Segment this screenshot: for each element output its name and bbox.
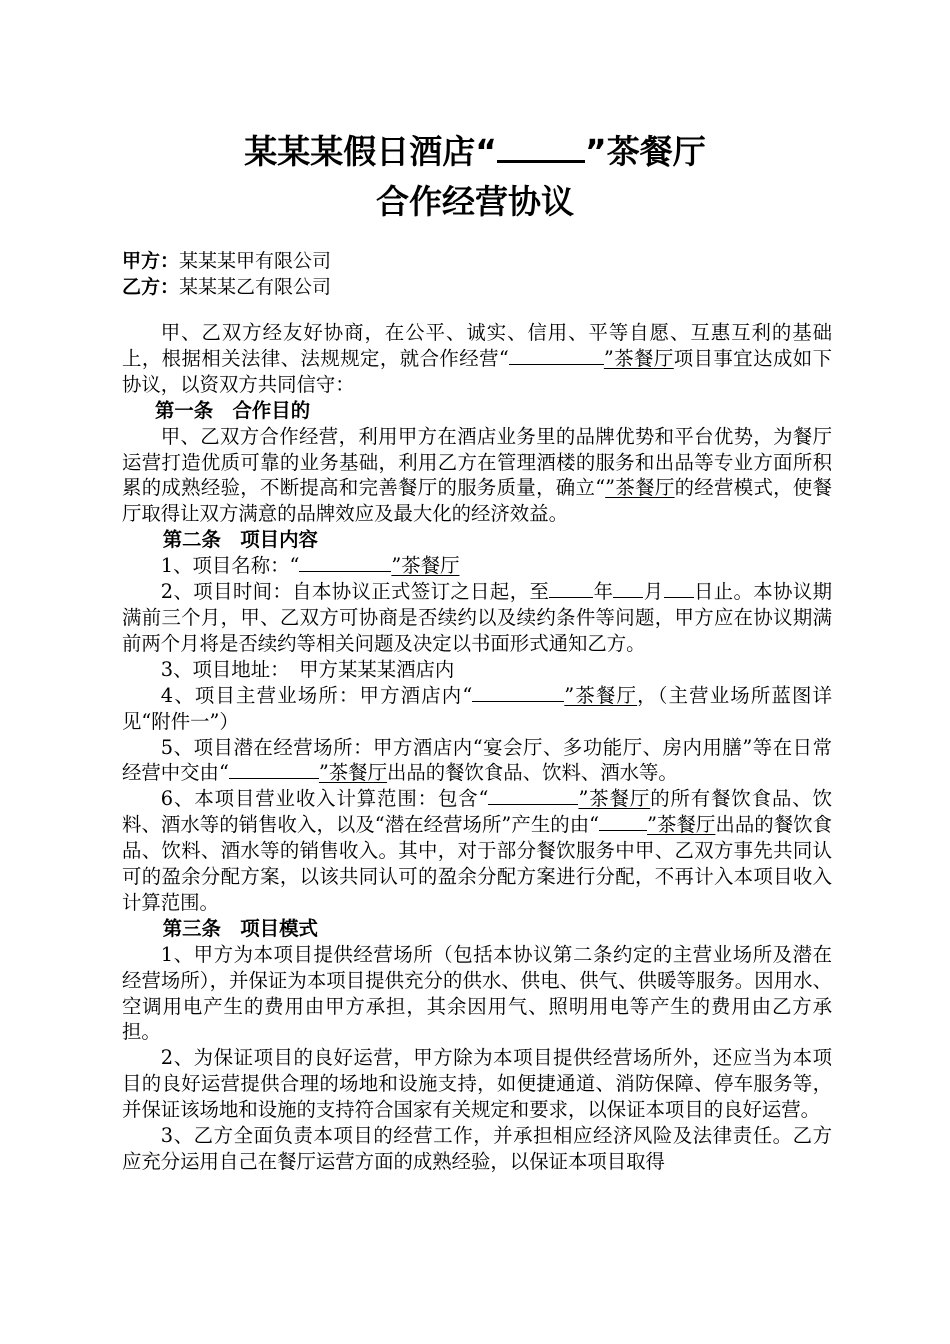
- party-a-name: 某某某甲有限公司: [179, 250, 332, 272]
- item-underlined: ”茶餐厅: [391, 554, 460, 578]
- blank-line: [229, 760, 319, 779]
- article3-item3: 3、乙方全面负责本项目的经营工作，并承担相应经济风险及法律责任。乙方应充分运用自己在餐厅运营方面的成熟经验，以保证本项目取得: [122, 1124, 832, 1173]
- month-label: 月: [643, 580, 664, 604]
- item-underlined: ”茶餐厅: [564, 683, 638, 707]
- item-text: 4、项目主营业场所：甲方酒店内“: [160, 683, 473, 707]
- item-underlined: ”茶餐厅: [318, 761, 387, 785]
- year-label: 年: [593, 580, 614, 604]
- party-b-label: 乙方：: [122, 276, 180, 298]
- blank-line: [488, 786, 578, 805]
- intro-paragraph: [122, 320, 832, 398]
- party-a-label: 甲方：: [122, 250, 180, 272]
- party-b-name: 某某某乙有限公司: [179, 276, 332, 298]
- article2-item4: [122, 683, 832, 735]
- item-text-end: 出品的餐饮食品、饮料、酒水等的销售收入。其中，对于部分餐饮服务中甲、乙双方事先共同认可的盈余分配方案，以该共同认可的盈余分配方案进行分配，不再计入本项目收入计算范围。: [122, 813, 833, 914]
- article3-item1: 1、甲方为本项目提供经营场所（包括本协议第二条约定的主营业场所及潜在经营场所），并保证为本项目提供充分的供水、供电、供气、供暖等服务。因用水、空调用电产生的费用由甲方承担，其余因用气、照明用电等产生的费用由乙方承担。: [122, 942, 832, 1044]
- article3-heading: 第三条 项目模式: [162, 916, 318, 940]
- blank-year: [549, 579, 593, 598]
- document-title-line1: [0, 130, 950, 172]
- article2-item6: [122, 786, 832, 916]
- article1-paragraph: [122, 424, 832, 528]
- blank-line: [299, 553, 391, 572]
- article1-heading: 第一条 合作目的: [154, 398, 311, 422]
- item-text-end: 出品的餐饮食品、饮料、酒水等。: [386, 761, 678, 785]
- blank-line: [509, 346, 604, 365]
- title-prefix: 某某某假日酒店“: [244, 132, 497, 171]
- article1-text-end: 的经营模式，使餐厅取得让双方满意的品牌效应及最大化的经济效益。: [122, 476, 832, 526]
- item-text: 1、项目名称：“: [160, 554, 300, 578]
- item-text: 5、项目潜在经营场所：甲方酒店内“宴会厅、多功能厅、房内用膳”等在日常经营中交由“: [122, 735, 832, 785]
- intro-underlined: ”茶餐厅: [603, 346, 674, 370]
- article1-underlined: ”茶餐厅: [605, 476, 675, 500]
- article2-item5: [122, 735, 832, 787]
- article1-text: 甲、乙双方合作经营，利用甲方在酒店业务里的品牌优势和平台优势，为餐厅运营打造优质可靠的业务基础，利用乙方在管理酒楼的服务和出品等专业方面所积累的成熟经验，不断提高和完善餐厅的服务质量，确立“: [122, 424, 832, 500]
- blank-day: [664, 579, 694, 598]
- party-b: [122, 274, 331, 300]
- blank-line: [599, 812, 647, 831]
- article2-item2: [122, 579, 832, 657]
- article2-heading: 第二条 项目内容: [162, 528, 318, 552]
- item-underlined-2: ”茶餐厅: [647, 813, 716, 837]
- blank-month: [613, 579, 643, 598]
- item-text-end: ，（主营业场所蓝图详见“附件一”）: [122, 683, 832, 733]
- article2-item1: [122, 553, 832, 579]
- item-text-mid: 的所有餐饮食品、饮料、酒水等的销售收入，以及“潜在经营场所”产生的由“: [122, 787, 832, 837]
- item-text-end: 日止。本协议期满前三个月，甲、乙双方可协商是否续约以及续约条件等问题，甲方应在协议期满前两个月将是否续约等相关问题及决定以书面形式通知乙方。: [122, 580, 833, 655]
- article3-item2: 2、为保证项目的良好运营，甲方除为本项目提供经营场所外，还应当为本项目的良好运营提供合理的场地和设施支持，如便捷通道、消防保障、停车服务等，并保证该场地和设施的支持符合国家有关规定和要求，以保证本项目的良好运营。: [122, 1046, 832, 1122]
- document-body: [122, 320, 832, 1175]
- item-text: 2、项目时间：自本协议正式签订之日起，至: [160, 580, 550, 604]
- item-underlined: ”茶餐厅: [578, 787, 651, 811]
- blank-line: [472, 683, 564, 702]
- article2-item3: 3、项目地址： 甲方某某某酒店内: [160, 657, 455, 681]
- title-blank: [497, 130, 585, 163]
- intro-text: 甲、乙双方经友好协商，在公平、诚实、信用、平等自愿、互惠互利的基础上，根据相关法律、法规规定，就合作经营“: [122, 321, 832, 370]
- document-title-line2: 合作经营协议: [376, 182, 574, 221]
- party-a: [122, 248, 331, 274]
- title-suffix: ”茶餐厅: [585, 132, 706, 171]
- intro-text-end: 项目事宜达成如下协议，以资双方共同信守：: [122, 346, 833, 396]
- item-text: 6、本项目营业收入计算范围：包含“: [160, 787, 489, 811]
